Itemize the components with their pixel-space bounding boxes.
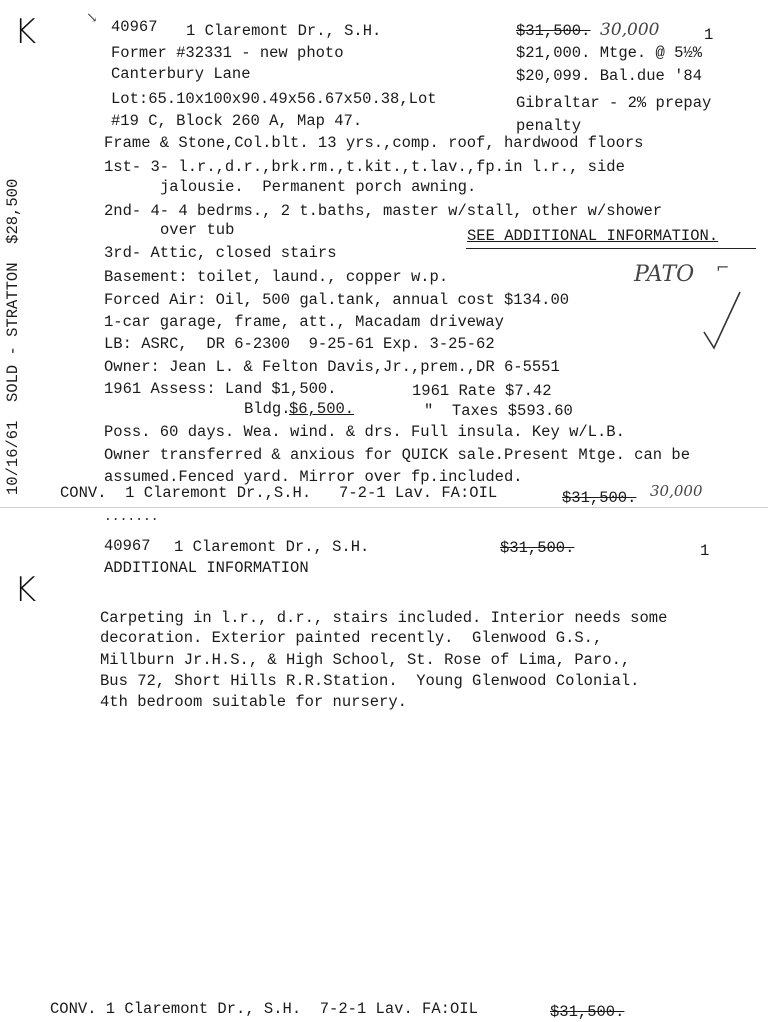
owner: Owner: Jean L. & Felton Davis,Jr.,prem.,DR 6-5551	[104, 358, 560, 376]
tick-mark-small: ⌐	[716, 258, 730, 277]
street: Canterbury Lane	[111, 65, 251, 83]
taxes: " Taxes $593.60	[424, 402, 573, 420]
lender: Gibraltar - 2% prepay	[516, 94, 712, 112]
additional-line-5: 4th bedroom suitable for nursery.	[100, 693, 407, 711]
card2-card-number: 1	[700, 542, 710, 560]
second-floor: 2nd- 4- 4 bedrms., 2 t.baths, master w/stall, other w/shower	[104, 202, 663, 220]
listing-number: 40967	[111, 18, 158, 36]
card1-footer-price: $31,500.	[562, 489, 637, 507]
original-price: $31,500.	[516, 22, 591, 40]
former-listing: Former #32331 - new photo	[111, 44, 344, 62]
assessment-land: 1961 Assess: Land $1,500.	[104, 380, 337, 398]
assumed-note: assumed.Fenced yard. Mirror over fp.included.	[104, 468, 523, 486]
card2-price: $31,500.	[500, 539, 575, 557]
owner-note: Owner transferred & anxious for QUICK sale.Present Mtge. can be	[104, 446, 690, 464]
revised-price-handwritten: 30,000	[600, 20, 660, 40]
basement: Basement: toilet, laund., copper w.p.	[104, 268, 449, 286]
prepay-penalty: penalty	[516, 117, 582, 135]
card1-footer-revised: 30,000	[650, 482, 703, 500]
check-icon	[700, 288, 744, 354]
tick-mark: ↘	[86, 10, 98, 26]
card2-address: 1 Claremont Dr., S.H.	[174, 538, 370, 556]
lot-dimensions: Lot:65.10x100x90.49x56.67x50.38,Lot	[111, 90, 437, 108]
first-floor: 1st- 3- l.r.,d.r.,brk.rm.,t.kit.,t.lav.,fp.in l.r., side	[104, 158, 625, 176]
card2-handwritten-k-mark: K	[14, 570, 37, 610]
additional-line-3: Millburn Jr.H.S., & High School, St. Rose of Lima, Paro.,	[100, 651, 631, 669]
tax-rate: 1961 Rate $7.42	[412, 382, 552, 400]
additional-line-2: decoration. Exterior painted recently. Glenwood G.S.,	[100, 629, 603, 647]
additional-info-heading: ADDITIONAL INFORMATION	[104, 559, 309, 577]
second-floor-cont: over tub	[160, 221, 235, 239]
lot-block-map: #19 C, Block 260 A, Map 47.	[111, 112, 363, 130]
card2-listing-number: 40967	[104, 537, 151, 555]
additional-line-1: Carpeting in l.r., d.r., stairs included. Interior needs some	[100, 609, 668, 627]
card2-footer-price: $31,500.	[550, 1003, 625, 1021]
pato-note: PATO	[634, 262, 695, 287]
sold-stamp: 10/16/61 SOLD - STRATTON $28,500	[4, 178, 22, 495]
address: 1 Claremont Dr., S.H.	[186, 22, 382, 40]
card1-footer-prefix: CONV. 1 Claremont Dr.,S.H. 7-2-1 Lav. FA:OIL	[60, 484, 498, 502]
dot-leader: .......	[104, 509, 159, 524]
heating: Forced Air: Oil, 500 gal.tank, annual cost $134.00	[104, 291, 570, 309]
see-additional-info: SEE ADDITIONAL INFORMATION.	[467, 227, 719, 245]
assessment-bldg-label: Bldg.	[244, 400, 291, 418]
mortgage: $21,000. Mtge. @ 5½%	[516, 44, 703, 62]
first-floor-cont: jalousie. Permanent porch awning.	[160, 178, 477, 196]
assessment-bldg-value: $6,500.	[289, 400, 355, 418]
additional-line-4: Bus 72, Short Hills R.R.Station. Young Glenwood Colonial.	[100, 672, 640, 690]
card-divider	[0, 507, 768, 508]
handwritten-k-mark: K	[14, 12, 37, 52]
balance-due: $20,099. Bal.due '84	[516, 67, 703, 85]
lockbox: LB: ASRC, DR 6-2300 9-25-61 Exp. 3-25-62	[104, 335, 495, 353]
third-floor: 3rd- Attic, closed stairs	[104, 244, 337, 262]
see-additional-rule	[466, 248, 756, 249]
construction: Frame & Stone,Col.blt. 13 yrs.,comp. roof, hardwood floors	[104, 134, 644, 152]
card2-footer-prefix: CONV. 1 Claremont Dr., S.H. 7-2-1 Lav. FA:OIL	[50, 1000, 478, 1018]
garage: 1-car garage, frame, att., Macadam driveway	[104, 313, 504, 331]
card-number: 1	[704, 26, 714, 44]
possession: Poss. 60 days. Wea. wind. & drs. Full insula. Key w/L.B.	[104, 423, 625, 441]
